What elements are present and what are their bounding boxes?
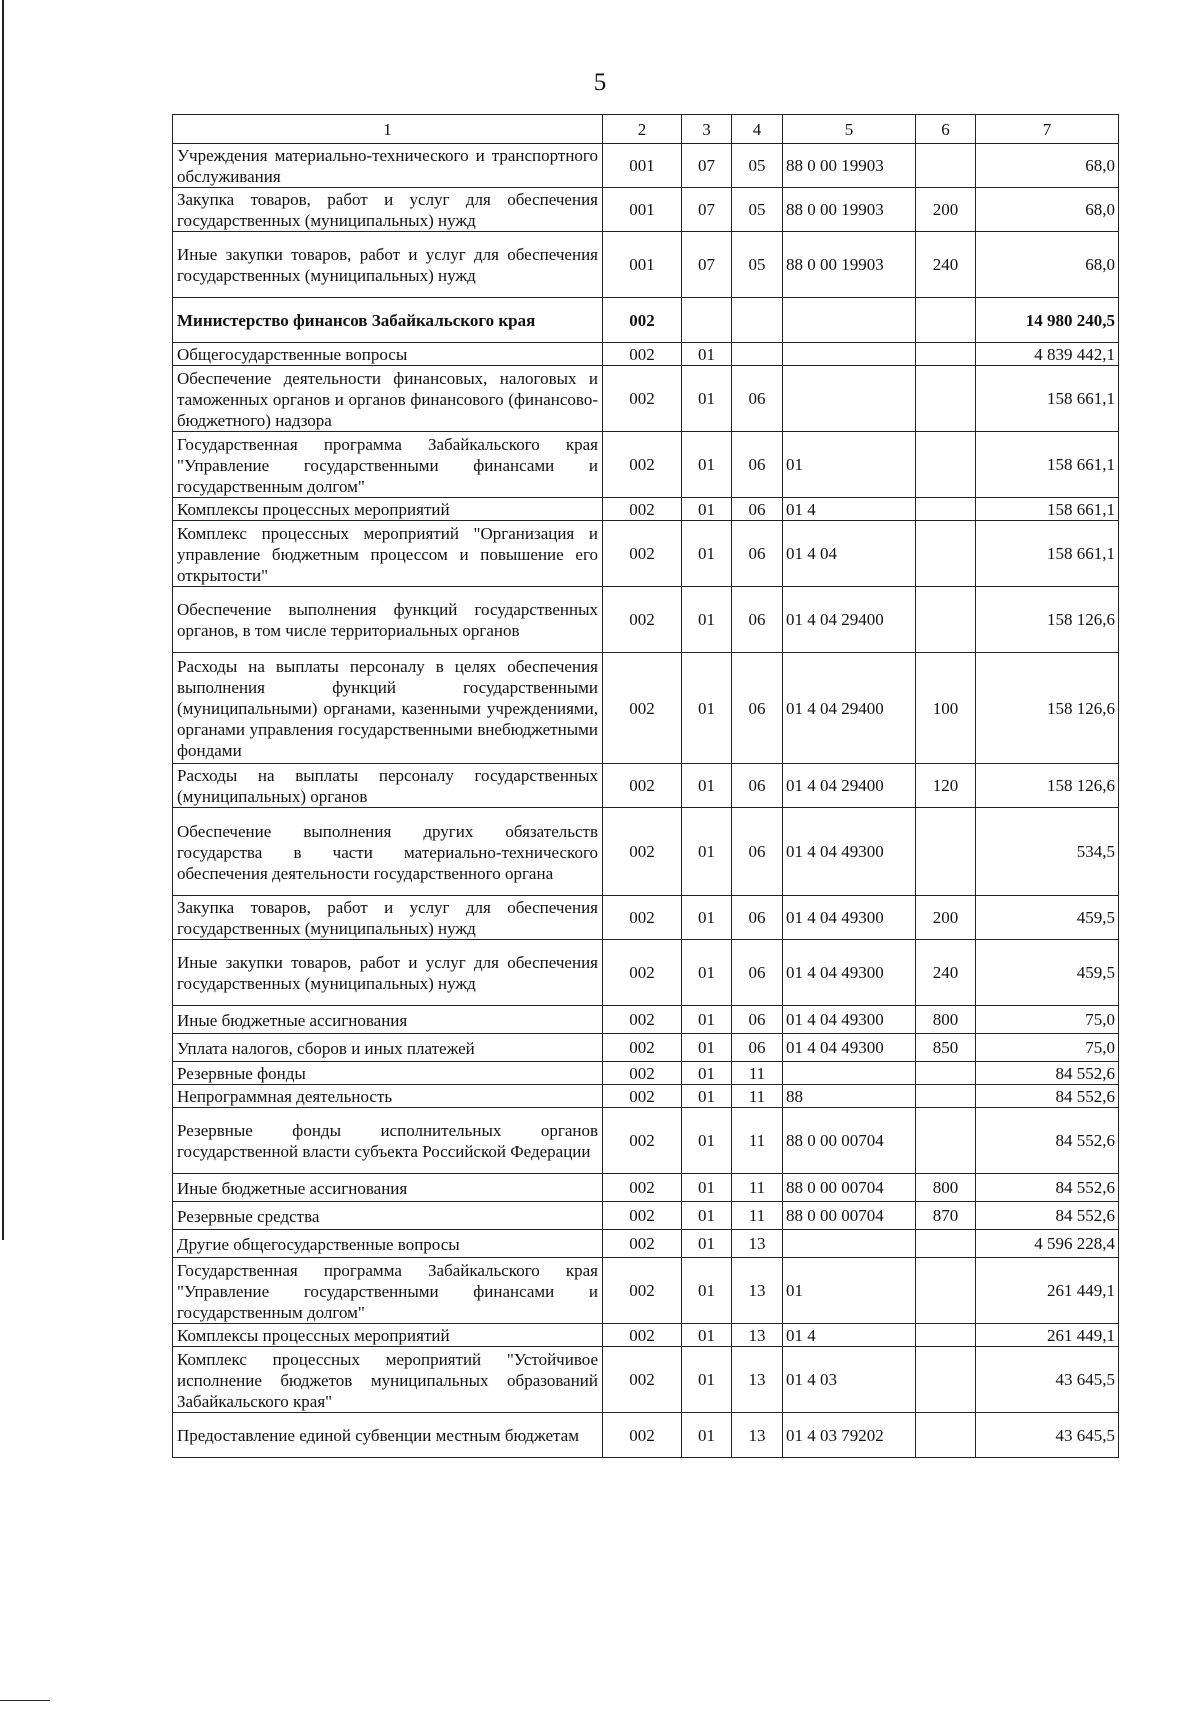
row-target-article: 01 bbox=[783, 1258, 916, 1324]
row-admin-code: 002 bbox=[603, 1413, 682, 1458]
row-description: Резервные фонды исполнительных органов государственной власти субъекта Российской Федерации bbox=[173, 1108, 603, 1174]
column-header: 5 bbox=[783, 115, 916, 144]
row-description: Расходы на выплаты персоналу в целях обеспечения выполнения функций государственными (муниципальными) органами, казенными учреждениями, органами управления государственными внебюджетными фондами bbox=[173, 653, 603, 764]
row-expense-type bbox=[916, 808, 976, 896]
row-subsection-code: 11 bbox=[732, 1062, 783, 1085]
row-expense-type bbox=[916, 1258, 976, 1324]
row-expense-type bbox=[916, 1108, 976, 1174]
table-row bbox=[173, 343, 1119, 366]
row-amount: 158 661,1 bbox=[976, 498, 1119, 521]
row-section-code: 01 bbox=[682, 1347, 732, 1413]
row-description: Иные закупки товаров, работ и услуг для обеспечения государственных (муниципальных) нужд bbox=[173, 232, 603, 298]
row-section-code: 07 bbox=[682, 144, 732, 188]
row-admin-code: 001 bbox=[603, 232, 682, 298]
table-row bbox=[173, 1062, 1119, 1085]
row-target-article bbox=[783, 1230, 916, 1258]
page-number: 5 bbox=[593, 69, 607, 96]
row-target-article: 88 0 00 19903 bbox=[783, 188, 916, 232]
row-description: Комплексы процессных мероприятий bbox=[173, 1324, 603, 1347]
table-row bbox=[173, 587, 1119, 653]
row-amount: 158 661,1 bbox=[976, 366, 1119, 432]
table-row bbox=[173, 298, 1119, 343]
row-target-article: 01 4 bbox=[783, 498, 916, 521]
row-amount: 261 449,1 bbox=[976, 1324, 1119, 1347]
row-subsection-code: 06 bbox=[732, 653, 783, 764]
row-subsection-code: 06 bbox=[732, 432, 783, 498]
row-expense-type bbox=[916, 1347, 976, 1413]
row-section-code: 07 bbox=[682, 188, 732, 232]
row-target-article: 01 4 03 bbox=[783, 1347, 916, 1413]
row-description: Комплексы процессных мероприятий bbox=[173, 498, 603, 521]
row-admin-code: 002 bbox=[603, 587, 682, 653]
table-row bbox=[173, 188, 1119, 232]
row-description: Уплата налогов, сборов и иных платежей bbox=[173, 1034, 603, 1062]
row-section-code bbox=[682, 298, 732, 343]
row-description: Закупка товаров, работ и услуг для обеспечения государственных (муниципальных) нужд bbox=[173, 188, 603, 232]
row-target-article: 01 4 bbox=[783, 1324, 916, 1347]
row-description: Комплекс процессных мероприятий "Организация и управление бюджетным процессом и повышение его открытости" bbox=[173, 521, 603, 587]
row-amount: 534,5 bbox=[976, 808, 1119, 896]
table-row bbox=[173, 1202, 1119, 1230]
row-expense-type: 800 bbox=[916, 1006, 976, 1034]
row-admin-code: 001 bbox=[603, 188, 682, 232]
row-target-article: 88 0 00 00704 bbox=[783, 1174, 916, 1202]
row-section-code: 01 bbox=[682, 1085, 732, 1108]
row-admin-code: 002 bbox=[603, 808, 682, 896]
row-admin-code: 002 bbox=[603, 343, 682, 366]
row-subsection-code: 11 bbox=[732, 1174, 783, 1202]
row-subsection-code: 13 bbox=[732, 1347, 783, 1413]
row-subsection-code: 05 bbox=[732, 144, 783, 188]
row-amount: 84 552,6 bbox=[976, 1174, 1119, 1202]
row-admin-code: 002 bbox=[603, 1034, 682, 1062]
row-amount: 158 126,6 bbox=[976, 587, 1119, 653]
table-row bbox=[173, 1347, 1119, 1413]
row-subsection-code: 06 bbox=[732, 1006, 783, 1034]
row-admin-code: 002 bbox=[603, 653, 682, 764]
row-admin-code: 002 bbox=[603, 1062, 682, 1085]
column-header: 6 bbox=[916, 115, 976, 144]
table-row bbox=[173, 1324, 1119, 1347]
row-amount: 14 980 240,5 bbox=[976, 298, 1119, 343]
table-row bbox=[173, 1413, 1119, 1458]
column-header: 7 bbox=[976, 115, 1119, 144]
table-row bbox=[173, 1174, 1119, 1202]
row-admin-code: 002 bbox=[603, 366, 682, 432]
row-amount: 68,0 bbox=[976, 188, 1119, 232]
table-row bbox=[173, 432, 1119, 498]
row-section-code: 01 bbox=[682, 896, 732, 940]
table-row bbox=[173, 764, 1119, 808]
row-section-code: 01 bbox=[682, 1174, 732, 1202]
row-expense-type bbox=[916, 1085, 976, 1108]
row-target-article: 01 4 04 49300 bbox=[783, 1034, 916, 1062]
row-description: Государственная программа Забайкальского края "Управление государственными финансами и государственным долгом" bbox=[173, 432, 603, 498]
row-target-article bbox=[783, 298, 916, 343]
row-expense-type bbox=[916, 144, 976, 188]
row-admin-code: 002 bbox=[603, 1202, 682, 1230]
row-amount: 158 661,1 bbox=[976, 432, 1119, 498]
row-description: Обеспечение выполнения функций государственных органов, в том числе территориальных органов bbox=[173, 587, 603, 653]
row-subsection-code: 06 bbox=[732, 764, 783, 808]
row-target-article: 88 0 00 00704 bbox=[783, 1108, 916, 1174]
row-subsection-code: 06 bbox=[732, 521, 783, 587]
row-admin-code: 001 bbox=[603, 144, 682, 188]
row-amount: 158 661,1 bbox=[976, 521, 1119, 587]
row-target-article: 01 4 04 49300 bbox=[783, 940, 916, 1006]
row-amount: 4 596 228,4 bbox=[976, 1230, 1119, 1258]
row-description: Обеспечение деятельности финансовых, налоговых и таможенных органов и органов финансового (финансово-бюджетного) надзора bbox=[173, 366, 603, 432]
row-section-code: 01 bbox=[682, 1006, 732, 1034]
row-target-article bbox=[783, 1062, 916, 1085]
row-description: Предоставление единой субвенции местным бюджетам bbox=[173, 1413, 603, 1458]
row-section-code: 01 bbox=[682, 1258, 732, 1324]
row-amount: 75,0 bbox=[976, 1034, 1119, 1062]
row-amount: 459,5 bbox=[976, 940, 1119, 1006]
row-amount: 84 552,6 bbox=[976, 1062, 1119, 1085]
row-admin-code: 002 bbox=[603, 1085, 682, 1108]
table-row bbox=[173, 940, 1119, 1006]
row-admin-code: 002 bbox=[603, 896, 682, 940]
row-expense-type: 240 bbox=[916, 940, 976, 1006]
row-expense-type bbox=[916, 343, 976, 366]
row-subsection-code: 06 bbox=[732, 896, 783, 940]
row-amount: 158 126,6 bbox=[976, 764, 1119, 808]
row-expense-type: 200 bbox=[916, 896, 976, 940]
row-admin-code: 002 bbox=[603, 521, 682, 587]
row-expense-type bbox=[916, 1413, 976, 1458]
row-section-code: 01 bbox=[682, 653, 732, 764]
row-section-code: 01 bbox=[682, 587, 732, 653]
row-expense-type bbox=[916, 432, 976, 498]
row-description: Закупка товаров, работ и услуг для обеспечения государственных (муниципальных) нужд bbox=[173, 896, 603, 940]
row-target-article: 88 0 00 19903 bbox=[783, 232, 916, 298]
row-admin-code: 002 bbox=[603, 1174, 682, 1202]
row-admin-code: 002 bbox=[603, 1324, 682, 1347]
row-subsection-code: 11 bbox=[732, 1085, 783, 1108]
row-section-code: 01 bbox=[682, 498, 732, 521]
row-description: Расходы на выплаты персоналу государственных (муниципальных) органов bbox=[173, 764, 603, 808]
table-row bbox=[173, 144, 1119, 188]
row-subsection-code: 05 bbox=[732, 232, 783, 298]
row-expense-type: 200 bbox=[916, 188, 976, 232]
table-header-row bbox=[173, 115, 1119, 144]
row-description: Непрограммная деятельность bbox=[173, 1085, 603, 1108]
row-target-article: 01 4 04 29400 bbox=[783, 764, 916, 808]
row-section-code: 01 bbox=[682, 764, 732, 808]
row-admin-code: 002 bbox=[603, 432, 682, 498]
table-row bbox=[173, 1034, 1119, 1062]
row-expense-type: 850 bbox=[916, 1034, 976, 1062]
row-target-article bbox=[783, 343, 916, 366]
row-subsection-code: 06 bbox=[732, 498, 783, 521]
row-target-article: 88 0 00 00704 bbox=[783, 1202, 916, 1230]
scan-edge-mark bbox=[2, 0, 4, 1240]
row-subsection-code: 13 bbox=[732, 1230, 783, 1258]
column-header: 2 bbox=[603, 115, 682, 144]
row-amount: 84 552,6 bbox=[976, 1202, 1119, 1230]
row-expense-type bbox=[916, 587, 976, 653]
row-target-article: 88 0 00 19903 bbox=[783, 144, 916, 188]
row-target-article: 01 4 04 49300 bbox=[783, 808, 916, 896]
table-row bbox=[173, 366, 1119, 432]
row-amount: 4 839 442,1 bbox=[976, 343, 1119, 366]
row-target-article: 01 4 04 29400 bbox=[783, 587, 916, 653]
row-expense-type: 870 bbox=[916, 1202, 976, 1230]
row-section-code: 01 bbox=[682, 1062, 732, 1085]
row-section-code: 01 bbox=[682, 366, 732, 432]
row-expense-type: 100 bbox=[916, 653, 976, 764]
row-subsection-code: 06 bbox=[732, 366, 783, 432]
row-target-article bbox=[783, 366, 916, 432]
row-admin-code: 002 bbox=[603, 1006, 682, 1034]
row-section-code: 01 bbox=[682, 940, 732, 1006]
row-admin-code: 002 bbox=[603, 298, 682, 343]
row-section-code: 01 bbox=[682, 1324, 732, 1347]
row-target-article: 01 4 04 49300 bbox=[783, 1006, 916, 1034]
row-expense-type: 240 bbox=[916, 232, 976, 298]
row-description: Учреждения материально-технического и транспортного обслуживания bbox=[173, 144, 603, 188]
row-admin-code: 002 bbox=[603, 940, 682, 1006]
row-section-code: 01 bbox=[682, 1230, 732, 1258]
row-section-code: 01 bbox=[682, 432, 732, 498]
row-subsection-code: 06 bbox=[732, 808, 783, 896]
row-admin-code: 002 bbox=[603, 764, 682, 808]
row-expense-type bbox=[916, 366, 976, 432]
row-subsection-code: 05 bbox=[732, 188, 783, 232]
table-row bbox=[173, 498, 1119, 521]
row-subsection-code: 11 bbox=[732, 1108, 783, 1174]
row-expense-type bbox=[916, 498, 976, 521]
table-body bbox=[173, 144, 1119, 1458]
row-expense-type bbox=[916, 298, 976, 343]
row-description: Комплекс процессных мероприятий "Устойчивое исполнение бюджетов муниципальных образований Забайкальского края" bbox=[173, 1347, 603, 1413]
row-expense-type bbox=[916, 1324, 976, 1347]
row-amount: 459,5 bbox=[976, 896, 1119, 940]
budget-table bbox=[172, 114, 1119, 1458]
row-amount: 75,0 bbox=[976, 1006, 1119, 1034]
row-amount: 43 645,5 bbox=[976, 1347, 1119, 1413]
row-admin-code: 002 bbox=[603, 1347, 682, 1413]
row-subsection-code: 13 bbox=[732, 1413, 783, 1458]
table-row bbox=[173, 1085, 1119, 1108]
row-expense-type: 120 bbox=[916, 764, 976, 808]
column-header: 1 bbox=[173, 115, 603, 144]
row-target-article: 01 bbox=[783, 432, 916, 498]
row-admin-code: 002 bbox=[603, 498, 682, 521]
table-row bbox=[173, 653, 1119, 764]
row-amount: 158 126,6 bbox=[976, 653, 1119, 764]
row-subsection-code: 06 bbox=[732, 587, 783, 653]
row-admin-code: 002 bbox=[603, 1258, 682, 1324]
row-target-article: 01 4 03 79202 bbox=[783, 1413, 916, 1458]
row-amount: 261 449,1 bbox=[976, 1258, 1119, 1324]
row-section-code: 01 bbox=[682, 521, 732, 587]
row-description: Резервные фонды bbox=[173, 1062, 603, 1085]
table-row bbox=[173, 896, 1119, 940]
row-description: Общегосударственные вопросы bbox=[173, 343, 603, 366]
table-row bbox=[173, 1006, 1119, 1034]
table-row bbox=[173, 232, 1119, 298]
row-amount: 68,0 bbox=[976, 232, 1119, 298]
row-amount: 68,0 bbox=[976, 144, 1119, 188]
row-expense-type bbox=[916, 521, 976, 587]
column-header: 4 bbox=[732, 115, 783, 144]
row-admin-code: 002 bbox=[603, 1108, 682, 1174]
row-target-article: 88 bbox=[783, 1085, 916, 1108]
row-subsection-code bbox=[732, 298, 783, 343]
row-description: Иные закупки товаров, работ и услуг для обеспечения государственных (муниципальных) нужд bbox=[173, 940, 603, 1006]
row-description: Министерство финансов Забайкальского края bbox=[173, 298, 603, 343]
row-subsection-code: 06 bbox=[732, 1034, 783, 1062]
row-section-code: 01 bbox=[682, 808, 732, 896]
table-row bbox=[173, 808, 1119, 896]
row-description: Другие общегосударственные вопросы bbox=[173, 1230, 603, 1258]
row-amount: 84 552,6 bbox=[976, 1108, 1119, 1174]
row-section-code: 01 bbox=[682, 1413, 732, 1458]
row-description: Резервные средства bbox=[173, 1202, 603, 1230]
scan-edge-mark-bottom bbox=[0, 1700, 50, 1701]
row-section-code: 01 bbox=[682, 1108, 732, 1174]
row-expense-type bbox=[916, 1230, 976, 1258]
table-row bbox=[173, 1258, 1119, 1324]
row-admin-code: 002 bbox=[603, 1230, 682, 1258]
row-description: Иные бюджетные ассигнования bbox=[173, 1006, 603, 1034]
table-row bbox=[173, 1108, 1119, 1174]
row-amount: 43 645,5 bbox=[976, 1413, 1119, 1458]
row-subsection-code: 11 bbox=[732, 1202, 783, 1230]
row-section-code: 01 bbox=[682, 1202, 732, 1230]
row-subsection-code: 13 bbox=[732, 1258, 783, 1324]
row-target-article: 01 4 04 bbox=[783, 521, 916, 587]
row-target-article: 01 4 04 49300 bbox=[783, 896, 916, 940]
row-expense-type: 800 bbox=[916, 1174, 976, 1202]
column-header: 3 bbox=[682, 115, 732, 144]
row-amount: 84 552,6 bbox=[976, 1085, 1119, 1108]
table-row bbox=[173, 1230, 1119, 1258]
row-target-article: 01 4 04 29400 bbox=[783, 653, 916, 764]
table-row bbox=[173, 521, 1119, 587]
row-subsection-code bbox=[732, 343, 783, 366]
row-section-code: 01 bbox=[682, 1034, 732, 1062]
row-section-code: 01 bbox=[682, 343, 732, 366]
row-subsection-code: 13 bbox=[732, 1324, 783, 1347]
row-description: Иные бюджетные ассигнования bbox=[173, 1174, 603, 1202]
row-subsection-code: 06 bbox=[732, 940, 783, 1006]
row-description: Обеспечение выполнения других обязательств государства в части материально-технического обеспечения деятельности государственного органа bbox=[173, 808, 603, 896]
row-expense-type bbox=[916, 1062, 976, 1085]
row-section-code: 07 bbox=[682, 232, 732, 298]
row-description: Государственная программа Забайкальского края "Управление государственными финансами и государственным долгом" bbox=[173, 1258, 603, 1324]
